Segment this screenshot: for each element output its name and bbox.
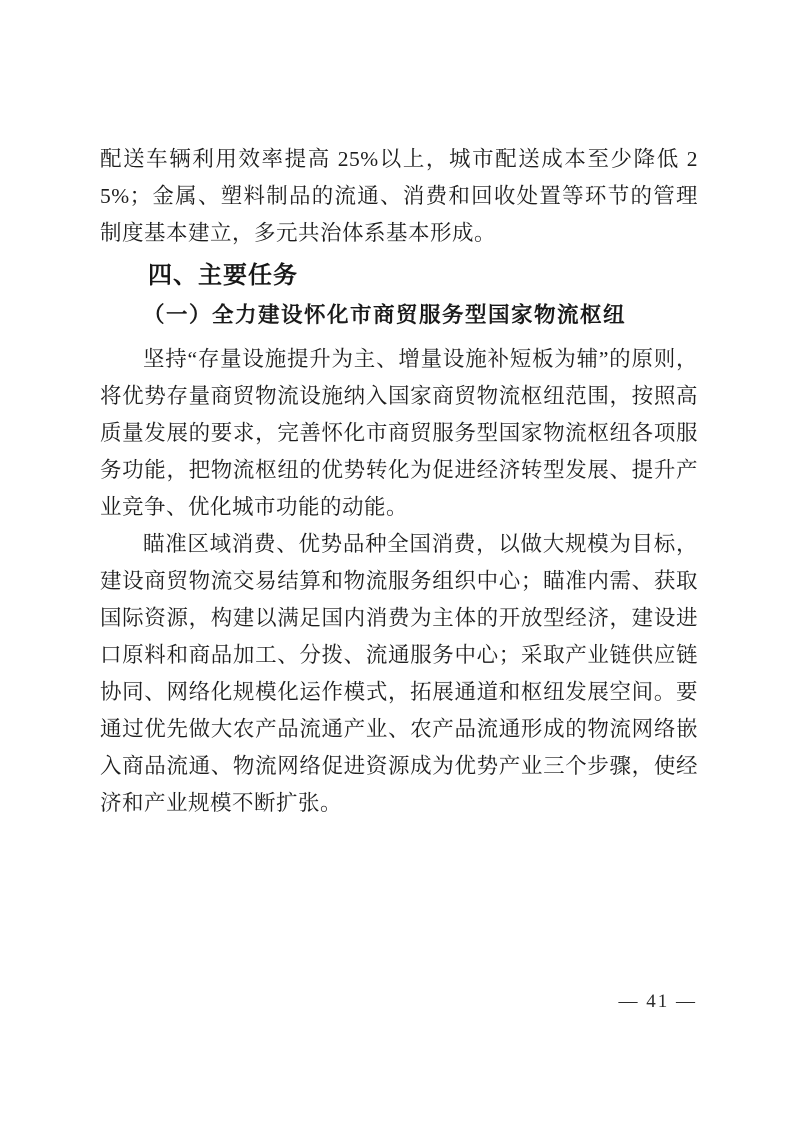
subsection-heading: （一）全力建设怀化市商贸服务型国家物流枢纽 (143, 303, 627, 327)
paragraph-main-2: 瞄准区域消费、优势品种全国消费，以做大规模为目标，建设商贸物流交易结算和物流服务组织中心；瞄准内需、获取国际资源，构建以满足国内消费为主体的开放型经济，建设进口原料和商品加工、分拨、流通服务中心；采取产业链供应链协同、网络化规模化运作模式，拓展通道和枢纽发展空间。要通过优先做大农产品流通产业、农产品流通形成的物流网络嵌入商品流通、物流网络促进资源成为优势产业三个步骤，使经济和产业规模不断扩张。 (100, 532, 698, 815)
page-body (100, 141, 698, 822)
paragraph-continuation: 配送车辆利用效率提高 25%以上，城市配送成本至少降低 25%；金属、塑料制品的流通、消费和回收处置等环节的管理制度基本建立，多元共治体系基本形成。 (100, 147, 698, 245)
paragraph-main-1: 坚持“存量设施提升为主、增量设施补短板为辅”的原则，将优势存量商贸物流设施纳入国家商贸物流枢纽范围，按照高质量发展的要求，完善怀化市商贸服务型国家物流枢纽各项服务功能，把物流枢纽的优势转化为促进经济转型发展、提升产业竞争、优化城市功能的动能。 (100, 347, 698, 519)
section-heading: 四、主要任务 (148, 262, 298, 289)
page-number: — 41 — (618, 991, 697, 1012)
